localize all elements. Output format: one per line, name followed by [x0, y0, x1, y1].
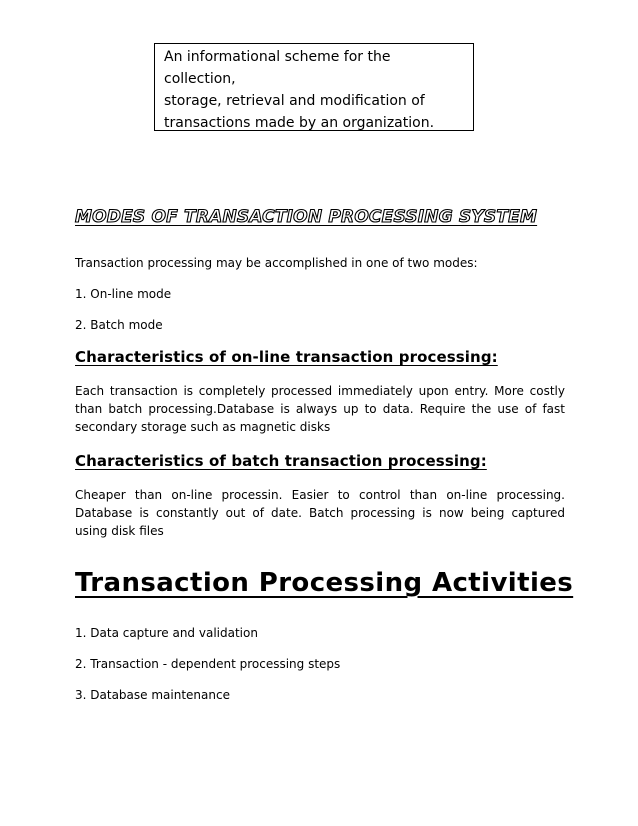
batch-paragraph: Cheaper than on-line processin. Easier to control than on-line processing. Database is constantly out of date. Batch processing is now being captured using disk files [75, 488, 565, 538]
definition-box [154, 43, 474, 131]
activities-heading: Transaction Processing Activities [75, 568, 574, 598]
online-heading: Characteristics of on-line transaction processing: [75, 348, 498, 366]
definition-line: storage, retrieval and modification of [164, 93, 425, 109]
list-item: 2. Transaction - dependent processing steps [75, 657, 341, 671]
batch-heading: Characteristics of batch transaction processing: [75, 452, 487, 470]
list-item: 2. Batch mode [75, 318, 163, 332]
online-paragraph: Each transaction is completely processed immediately upon entry. More costly than batch processing.Database is always up to data. Require the use of fast secondary storage such as magnetic disks [75, 384, 565, 434]
modes-heading: MODES OF TRANSACTION PROCESSING SYSTEM [75, 207, 538, 227]
definition-line: transactions made by an organization. [164, 115, 435, 131]
definition-line: An informational scheme for the collection, [164, 49, 391, 87]
list-item: 3. Database maintenance [75, 688, 230, 702]
modes-intro: Transaction processing may be accomplished in one of two modes: [75, 256, 478, 270]
list-item: 1. Data capture and validation [75, 626, 258, 640]
list-item: 1. On-line mode [75, 287, 172, 301]
